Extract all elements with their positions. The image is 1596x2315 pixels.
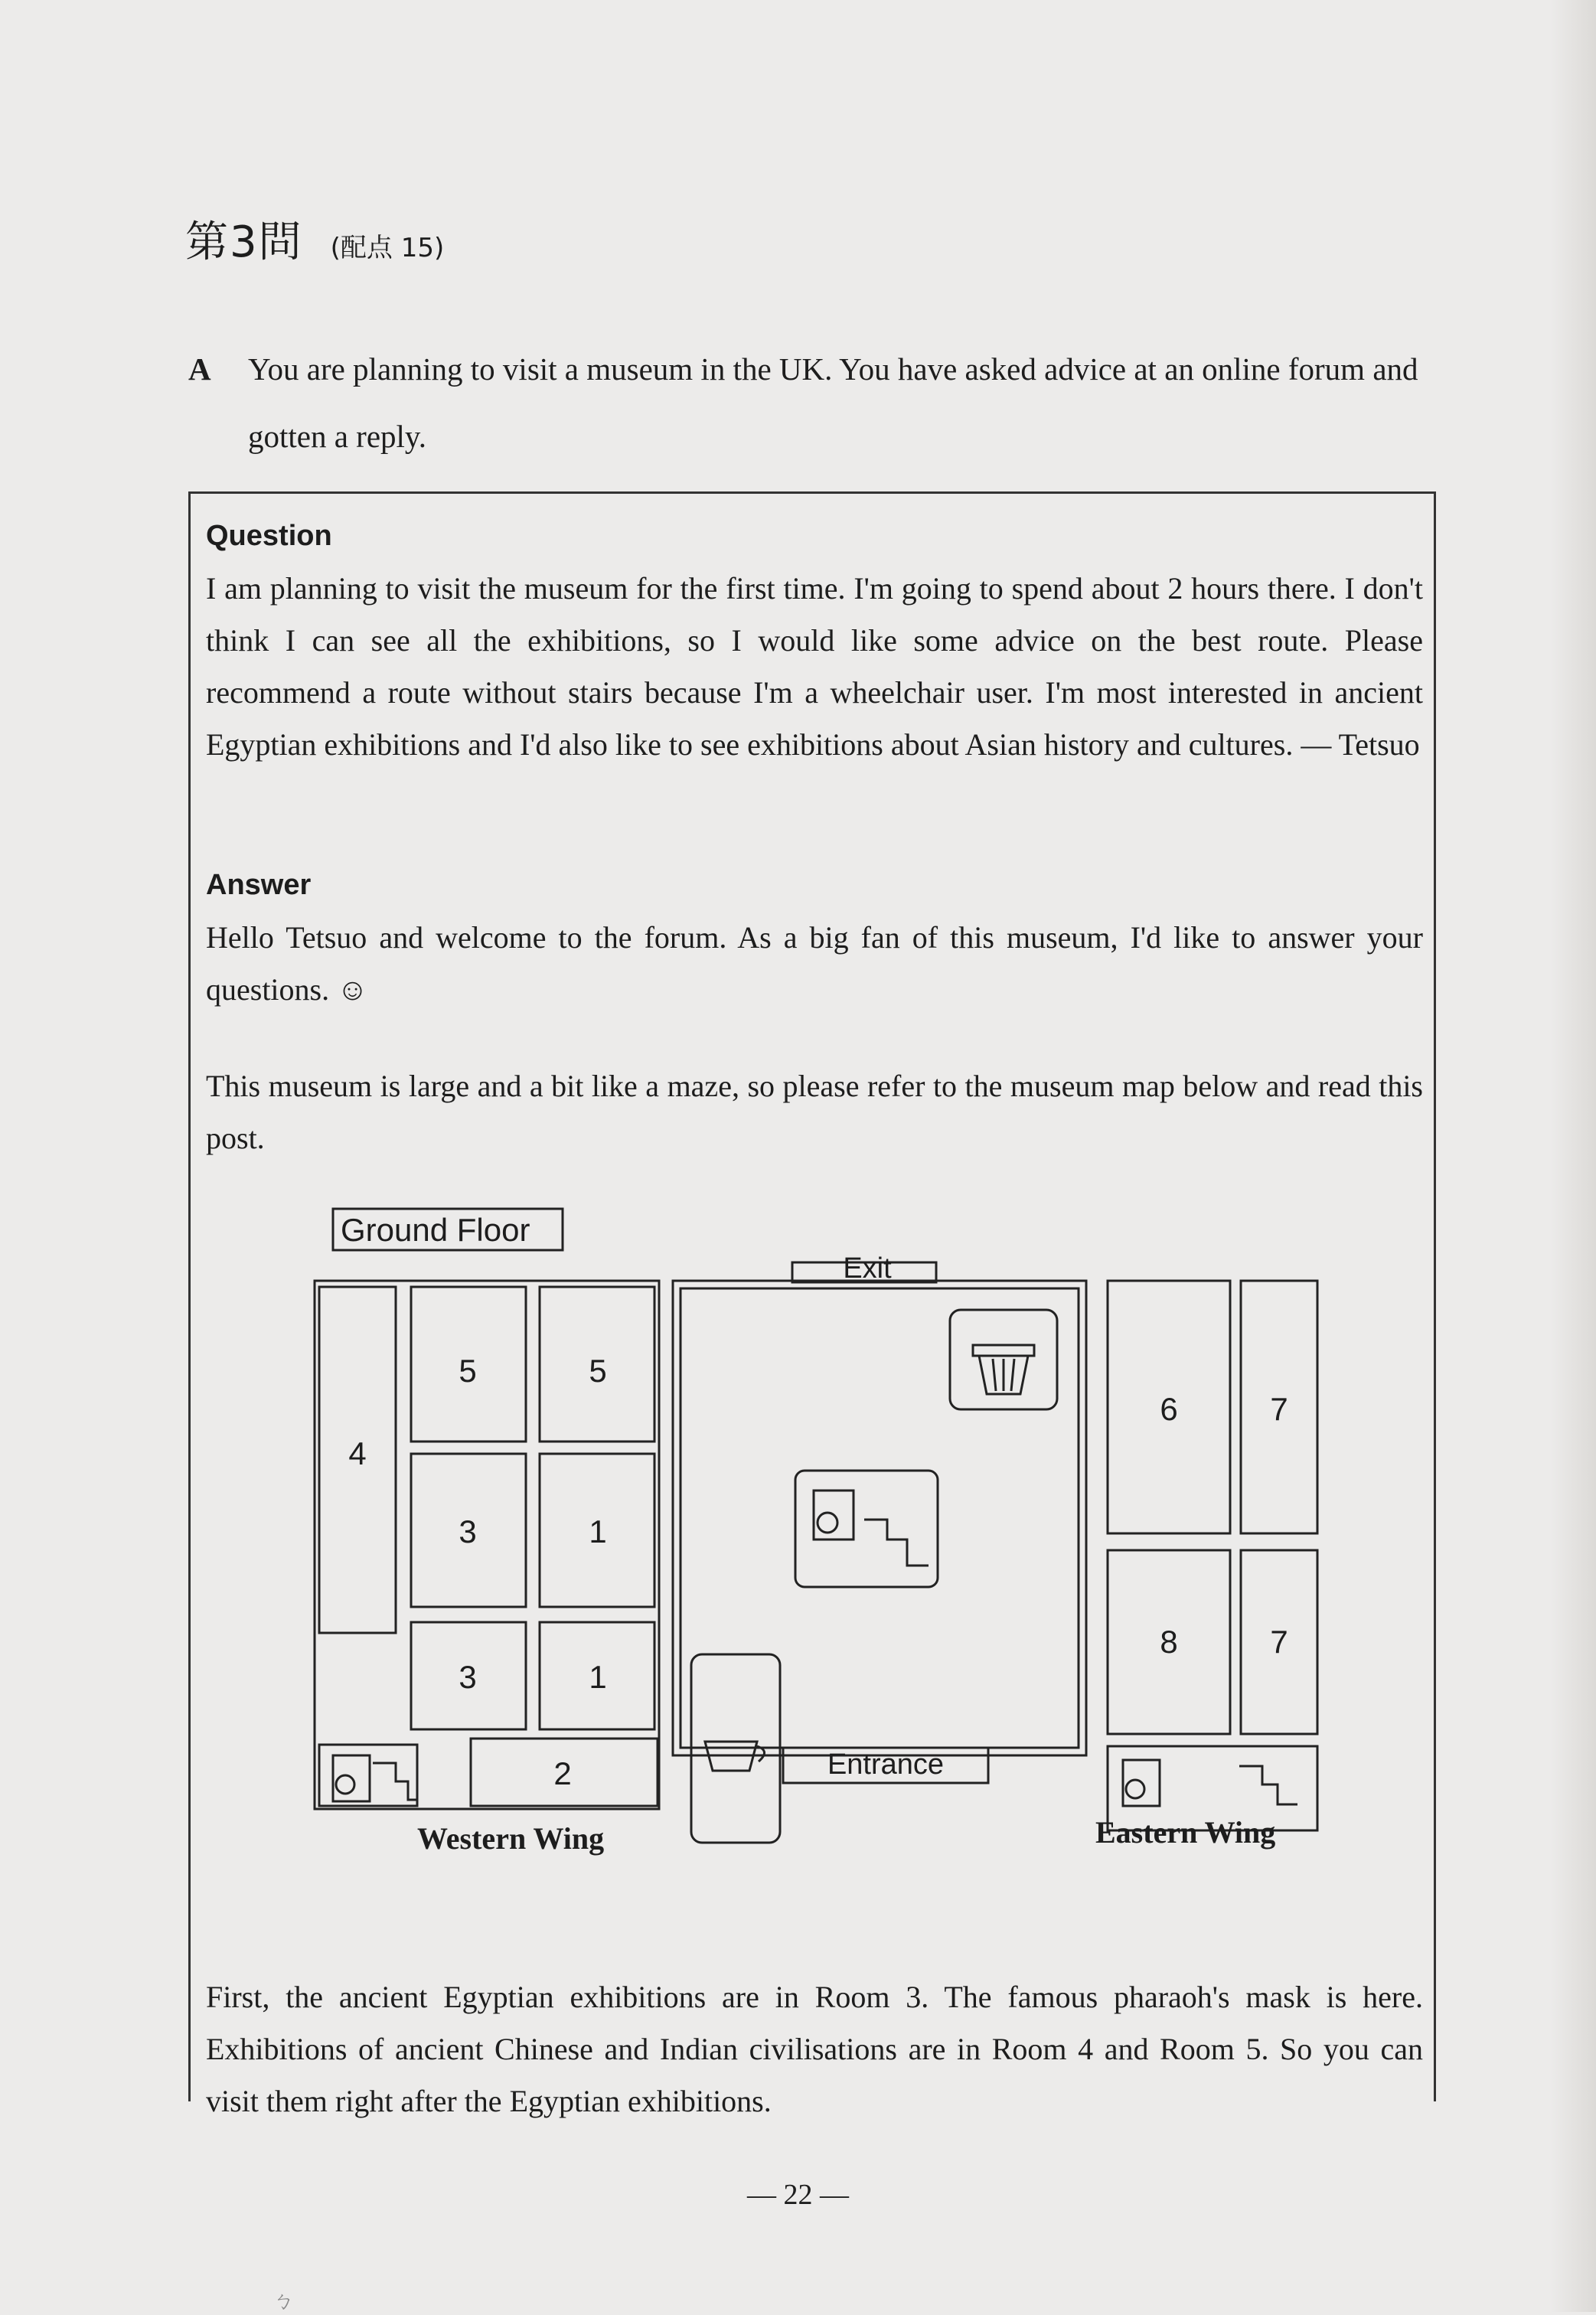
room-5a-label: 5 <box>459 1353 477 1389</box>
western-wing-label: Western Wing <box>417 1821 605 1856</box>
central-wheel-icon <box>818 1513 837 1533</box>
museum-map <box>305 1198 1500 1964</box>
question-number: 第3問 <box>185 217 303 267</box>
part-a-intro <box>188 335 1444 470</box>
museum-map-svg <box>305 1198 1500 1964</box>
trash-bin-icon <box>973 1345 1034 1394</box>
question-text: I am planning to visit the museum for the first time. I'm going to spend about 2 hours there. I don't think I can see all the exhibitions, so I would like some advice on the best route. Please recommend a route without stairs because I'm a wheelchair user. I'm most interested in ancient Egyptian exhibitions and I'd also like to see exhibitions about Asian history and cultures. — Tetsuo <box>206 571 1423 762</box>
part-a-text: You are planning to visit a museum in the UK. You have asked advice at an online forum and gotten a reply. <box>248 351 1418 454</box>
room-1b-label: 1 <box>589 1659 607 1695</box>
room-2-label: 2 <box>553 1755 572 1791</box>
exit-label: Exit <box>843 1252 892 1285</box>
room-1a-label: 1 <box>589 1513 607 1549</box>
room-3a-label: 3 <box>459 1513 477 1549</box>
east-wheel-icon <box>1126 1780 1144 1798</box>
room-3b-label: 3 <box>459 1659 477 1695</box>
central-elevator-box <box>795 1471 938 1587</box>
central-stairs-icon <box>864 1520 929 1566</box>
room-7a-label: 7 <box>1270 1391 1288 1427</box>
room-5b-label: 5 <box>589 1353 607 1389</box>
ground-floor-label: Ground Floor <box>341 1212 530 1248</box>
central-hall-outline <box>673 1281 1086 1755</box>
entrance-label: Entrance <box>827 1748 945 1781</box>
page-edge-shadow <box>1550 0 1596 2312</box>
room-6-label: 6 <box>1160 1391 1178 1427</box>
point-allocation: (配点 15) <box>330 233 445 263</box>
question-heading <box>185 208 444 269</box>
page-number: — 22 — <box>747 2179 849 2211</box>
answer-label: Answer <box>206 869 312 901</box>
corner-mark: ㄅ <box>273 2290 295 2313</box>
room-4-label: 4 <box>348 1435 367 1471</box>
west-stairs-icon <box>373 1763 417 1800</box>
west-wheel-icon <box>336 1775 354 1794</box>
room-8-label: 8 <box>1160 1624 1178 1660</box>
room-7b-label: 7 <box>1270 1624 1288 1660</box>
answer-final-text: First, the ancient Egyptian exhibitions are in Room 3. The famous pharaoh's mask is here. Exhibitions of ancient Chinese and Indian civilisations are in Room 4 and Room 5. So you can visit them right after the Egyptian exhibitions. <box>206 1980 1423 2118</box>
question-label: Question <box>206 520 332 552</box>
map-intro-text: This museum is large and a bit like a maze, so please refer to the museum map below and read this post. <box>206 1069 1423 1155</box>
part-letter: A <box>188 351 211 387</box>
answer-greeting: Hello Tetsuo and welcome to the forum. As a big fan of this museum, I'd like to answer your questions. ☺ <box>206 920 1423 1007</box>
forum-post-box <box>188 491 1436 2118</box>
eastern-wing-label: Eastern Wing <box>1095 1815 1276 1850</box>
central-hall-inner <box>681 1288 1079 1748</box>
east-stairs-icon <box>1239 1766 1297 1804</box>
